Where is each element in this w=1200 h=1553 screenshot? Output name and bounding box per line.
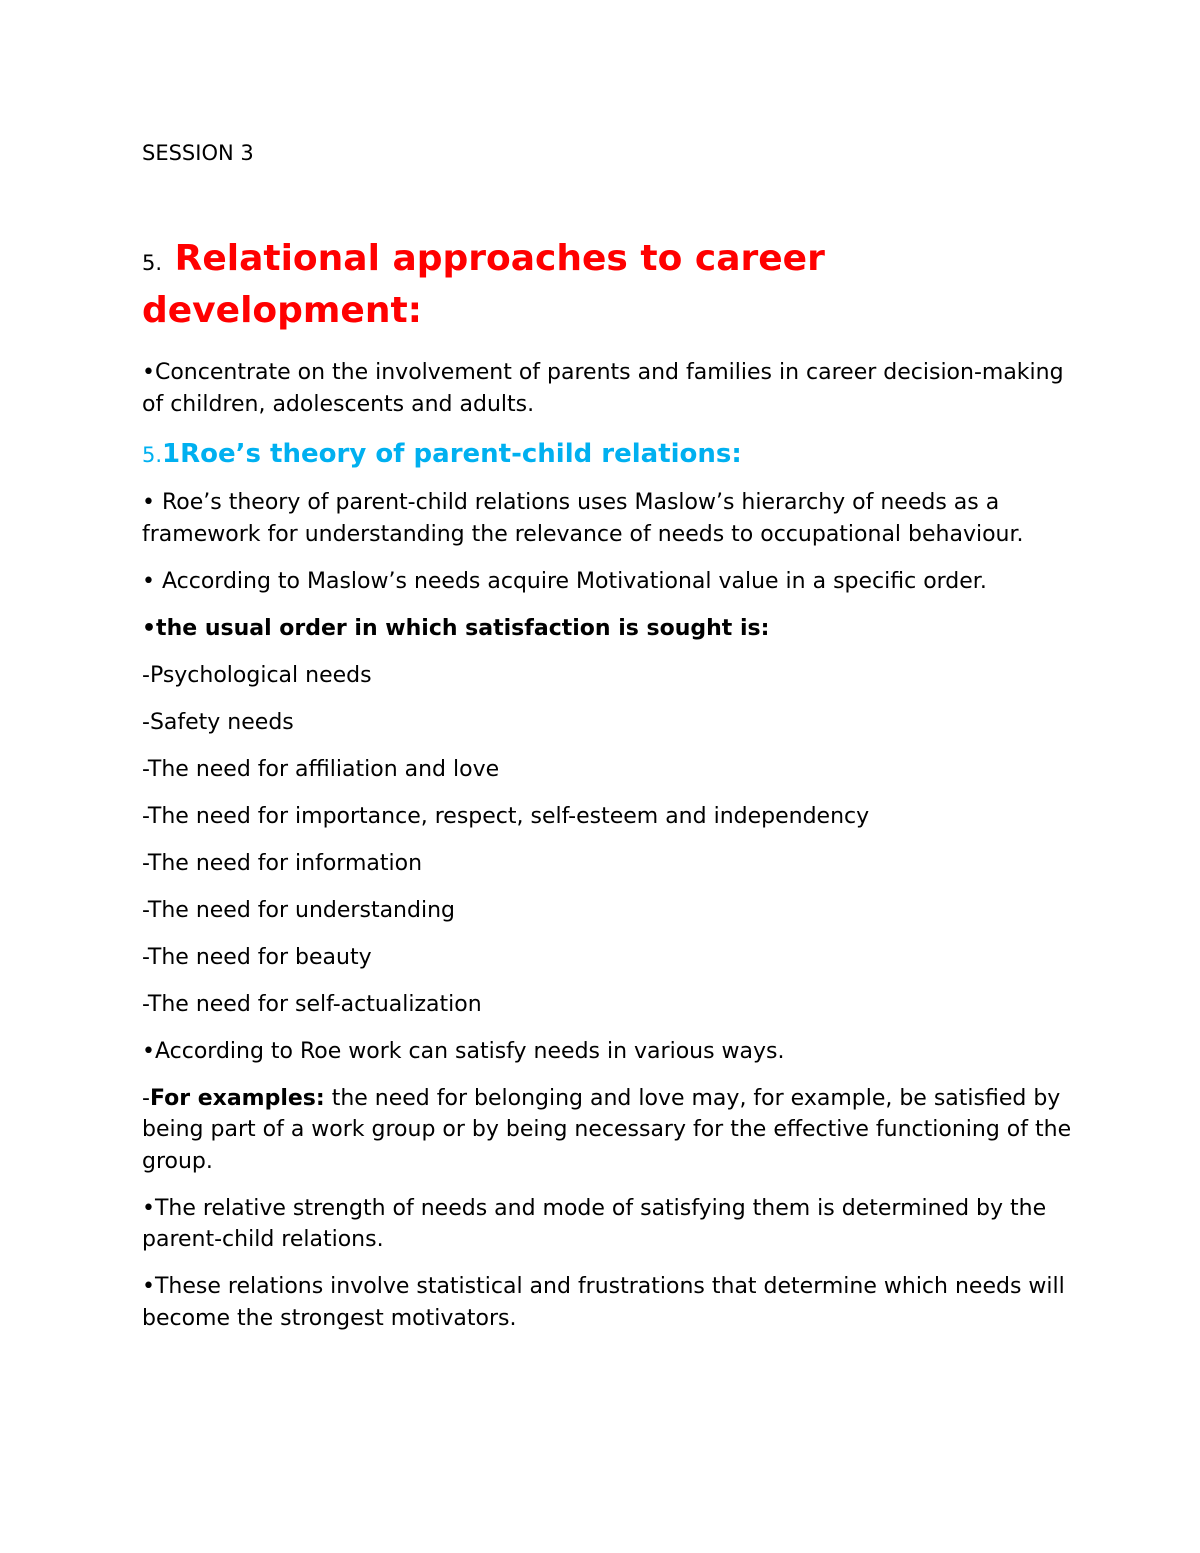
document-page xyxy=(142,138,1072,1350)
relations-paragraph: •These relations involve statistical and frustrations that determine which needs will become the strongest motivators. xyxy=(142,1274,1065,1331)
session-label: SESSION 3 xyxy=(142,141,254,165)
needs-list-item: -The need for beauty xyxy=(142,944,372,970)
maslow-paragraph: • According to Maslow’s needs acquire Motivational value in a specific order. xyxy=(142,568,987,594)
heading1-number: 5. xyxy=(142,251,163,275)
intro-paragraph: •Concentrate on the involvement of parents and families in career decision-making of children, adolescents and adults. xyxy=(142,360,1064,417)
examples-paragraph xyxy=(142,1083,1072,1178)
heading-relational-approaches xyxy=(142,235,1072,335)
examples-label: For examples: xyxy=(149,1085,325,1111)
needs-list-item: -The need for importance, respect, self-esteem and independency xyxy=(142,803,870,829)
order-heading: •the usual order in which satisfaction is sought is: xyxy=(142,615,770,641)
strength-paragraph: •The relative strength of needs and mode of satisfying them is determined by the parent-child relations. xyxy=(142,1195,1047,1252)
needs-list-item: -Psychological needs xyxy=(142,662,372,688)
needs-list-item: -The need for self-actualization xyxy=(142,991,482,1017)
heading2-number: 5. xyxy=(142,443,163,467)
examples-text: the need for belonging and love may, for example, be satisfied by being part of a work group or by being necessary for the effective functioning of the group. xyxy=(142,1085,1072,1174)
needs-list-item: -The need for information xyxy=(142,850,423,876)
heading2-title: 1Roe’s theory of parent-child relations: xyxy=(162,439,742,469)
needs-list-item: -The need for affiliation and love xyxy=(142,756,500,782)
work-needs-paragraph: •According to Roe work can satisfy needs in various ways. xyxy=(142,1038,785,1064)
needs-list-item: -Safety needs xyxy=(142,709,294,735)
heading1-title: Relational approaches to career development: xyxy=(142,238,825,331)
roe-theory-paragraph: • Roe’s theory of parent-child relations uses Maslow’s hierarchy of needs as a framework for understanding the relevance of needs to occupational behaviour. xyxy=(142,490,1024,547)
needs-list-item: -The need for understanding xyxy=(142,897,455,923)
heading-roe-theory xyxy=(142,436,1072,473)
examples-prefix: - xyxy=(142,1085,150,1111)
